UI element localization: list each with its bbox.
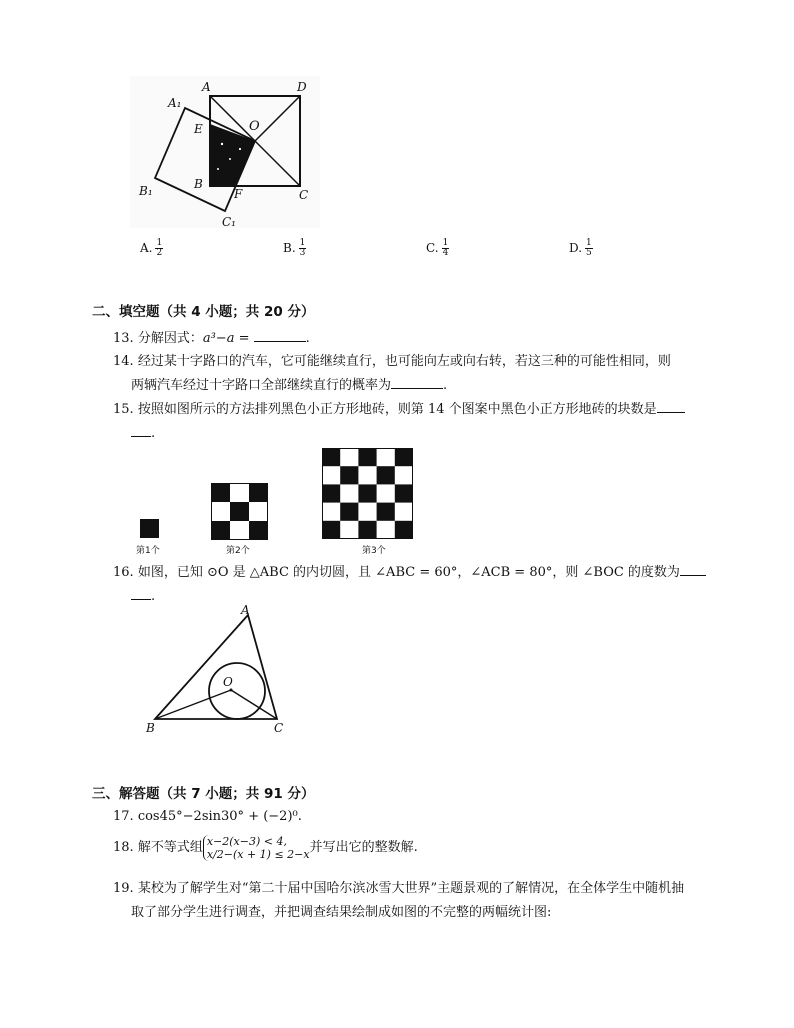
label-B: B [194,177,203,191]
answer-blank-cont[interactable] [131,587,151,600]
question-17: 17. cos45°−2sin30° + (−2)⁰. [113,809,302,824]
label-A: A [202,80,211,94]
question-16-line2: . [131,587,155,606]
q16-figure [140,605,290,735]
label-D: D [297,80,307,94]
label-C: C [299,188,309,202]
label-C: C [274,721,284,735]
question-19-line2: 取了部分学生进行调查，并把调查结果绘制成如图的不完整的两幅统计图: [131,905,552,920]
label-F: F [234,187,243,201]
label-E: E [194,122,203,136]
answer-blank[interactable] [680,563,706,576]
square-rotation-diagram [130,74,320,234]
question-15: 15. 按照如图所示的方法排列黑色小正方形地砖，则第 14 个图案中黑色小正方形地砖的块数是 [113,400,685,419]
inequality-system: x−2(x−3) < 4, x/2−(x + 1) ≤ 2−x [203,835,310,861]
question-14-line2: 两辆汽车经过十字路口全部继续直行的概率为 . [131,378,448,393]
label-O: O [223,675,233,689]
option-b[interactable]: B. $\frac{1}{3}$ [283,238,306,258]
section-title: 二、填空题（共 4 小题；共 20 分） [92,304,315,320]
label-B: B [146,721,155,735]
label-B1: B₁ [139,184,153,198]
answer-blank-cont[interactable] [131,424,151,437]
label-O: O [249,119,260,134]
option-d[interactable]: D. $\frac{1}{5}$ [569,238,592,258]
pattern-3 [322,448,413,539]
option-c[interactable]: C. $\frac{1}{4}$ [426,238,449,258]
question-13: 13. 分解因式：a³−a = . [113,331,310,346]
label-C1: C₁ [222,215,236,229]
question-15-line2: . [131,424,155,443]
fraction: $\frac{1}{2}$ [156,238,163,258]
question-19: 19. 某校为了解学生对“第二十届中国哈尔滨冰雪大世界”主题景观的了解情况，在全体学生中随机抽 [113,881,685,896]
pattern-caption-2: 第2个 [226,546,250,556]
question-18: 18. 解不等式组 x−2(x−3) < 4, x/2−(x + 1) ≤ 2−x 并写出它的整数解. [113,835,418,861]
incircle-triangle-diagram [140,605,290,735]
answer-blank[interactable] [391,376,443,389]
pattern-1 [140,519,159,538]
pattern-caption-1: 第1个 [136,546,160,556]
label-A: A [241,603,250,617]
pattern-2 [211,483,268,540]
section-title: 三、解答题（共 7 小题；共 91 分） [92,786,315,802]
label-A1: A₁ [168,96,182,110]
question-16: 16. 如图，已知 ⊙O 是 △ABC 的内切圆，且 ∠ABC = 60°，∠ACB = 80°，则 ∠BOC 的度数为 [113,563,706,582]
option-a[interactable]: A. $\frac{1}{2}$ [140,238,163,258]
fraction: $\frac{1}{4}$ [442,238,449,258]
answer-blank[interactable] [254,329,306,342]
question-14: 14. 经过某十字路口的汽车，它可能继续直行，也可能向左或向右转，若这三种的可能性相同，则 [113,354,671,369]
q12-figure [130,74,320,234]
fraction: $\frac{1}{5}$ [586,238,592,258]
pattern-caption-3: 第3个 [362,546,386,556]
fraction: $\frac{1}{3}$ [299,238,306,258]
answer-blank[interactable] [657,400,685,413]
